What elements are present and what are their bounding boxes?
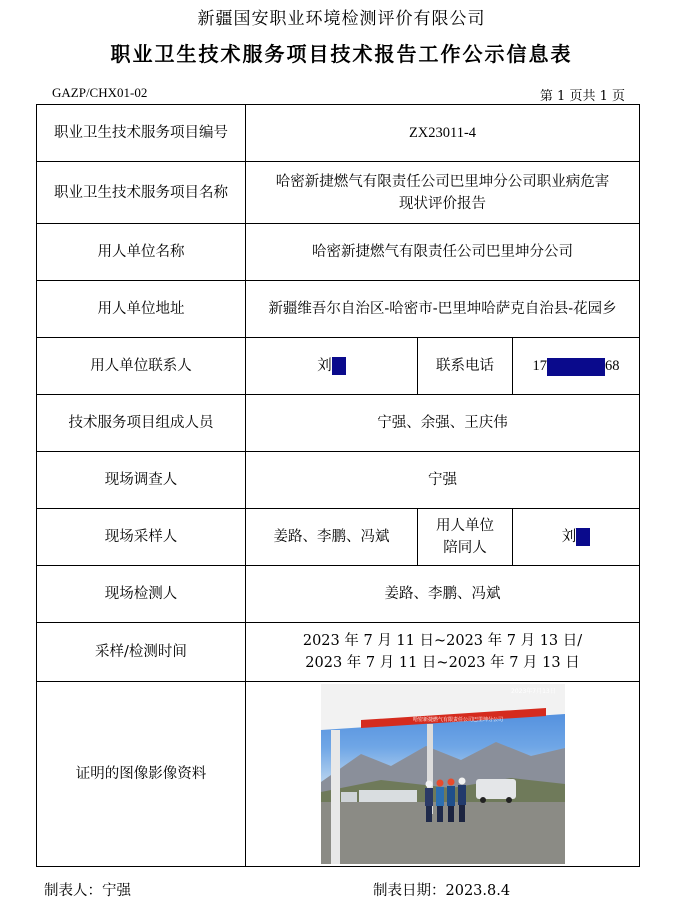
sampling-time-line: 2023 年 7 月 11 日~2023 年 7 月 13 日/ [302,633,583,649]
truck [341,792,357,802]
info-table [36,104,640,867]
phone-prefix: 17 [532,358,547,374]
form-code: GAZP/CHX01-02 [52,85,148,100]
photo-cell [246,682,640,867]
testing-time-line: 2023 年 7 月 11 日~2023 年 7 月 13 日 [305,655,580,671]
document-title: 职业卫生技术服务项目技术报告工作公示信息表 [110,42,573,66]
table-row [37,224,640,281]
phone-suffix: 68 [605,358,620,374]
site-photo-scene [321,684,565,864]
preparer: 制表人：宁强 [44,883,131,899]
testers: 姜路、李鹏、冯斌 [246,566,640,623]
employer-address: 新疆维吾尔自治区-哈密市-巴里坤哈萨克自治县-花园乡 [246,281,640,338]
photo-timestamp: 2023年7月13日 [510,688,556,695]
row-label: 采样/检测时间 [37,623,246,682]
table-row [37,509,640,566]
row-label: 用人单位联系人 [37,338,246,395]
employer-name: 哈密新捷燃气有限责任公司巴里坤分公司 [246,224,640,281]
investigator: 宁强 [246,452,640,509]
table-row [37,338,640,395]
table-row [37,623,640,682]
row-label: 职业卫生技术服务项目名称 [37,162,246,224]
redaction-block [547,358,605,376]
contact-name: 刘 [317,358,332,374]
table-row [37,682,640,867]
table-row [37,162,640,224]
table-row [37,105,640,162]
row-label: 现场采样人 [37,509,246,566]
phone-label: 联系电话 [418,338,513,395]
page-info: 第 1 页共 1 页 [539,89,625,104]
project-number: ZX23011-4 [246,105,640,162]
site-photo [321,684,565,864]
table-row [37,566,640,623]
row-label: 现场检测人 [37,566,246,623]
company-name: 新疆国安职业环境检测评价有限公司 [197,9,486,29]
van [476,779,516,799]
project-name: 哈密新捷燃气有限责任公司巴里坤分公司职业病危害现状评价报告 [246,162,640,224]
table-row [37,395,640,452]
wheel [506,797,512,803]
redaction-block [576,528,590,546]
escort-label: 用人单位陪同人 [418,509,513,566]
table-row [37,452,640,509]
table-row [37,281,640,338]
row-label: 证明的图像影像资料 [37,682,246,867]
escort-name: 刘 [561,529,577,545]
phone-number [513,338,640,395]
wheel [480,797,486,803]
escort-person [513,509,640,566]
row-label: 技术服务项目组成人员 [37,395,246,452]
sampling-time [246,623,640,682]
samplers: 姜路、李鹏、冯斌 [246,509,418,566]
row-label: 用人单位名称 [37,224,246,281]
team-members: 宁强、余强、王庆伟 [246,395,640,452]
redaction-block [332,357,346,375]
canopy-text: 哈密新捷燃气有限责任公司巴里坤分公司 [412,717,503,723]
prepared-date: 制表日期：2023.8.4 [373,883,511,899]
row-label: 用人单位地址 [37,281,246,338]
tanker [359,790,417,802]
contact-person [246,338,418,395]
row-label: 职业卫生技术服务项目编号 [37,105,246,162]
pillar [331,730,340,864]
row-label: 现场调查人 [37,452,246,509]
